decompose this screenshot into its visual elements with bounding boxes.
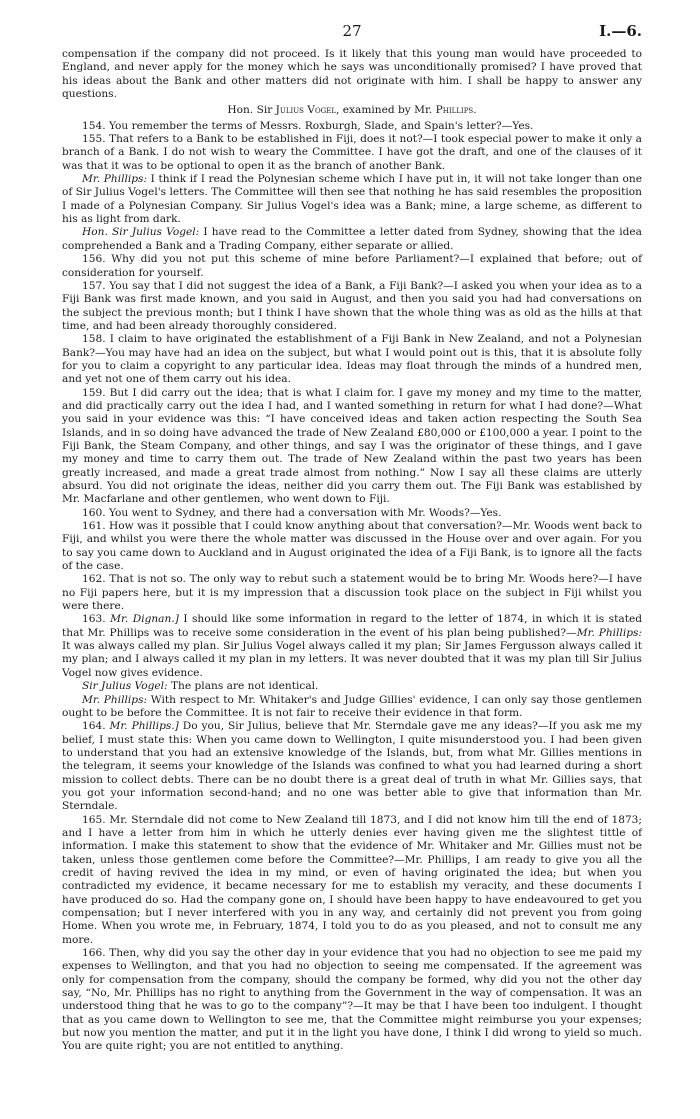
document-page — [62, 22, 642, 1054]
page-header — [62, 22, 642, 48]
page-body — [62, 48, 642, 1054]
question-155: 155. That refers to a Bank to be established in Fiji, does it not?—I took especial power to make it only a branch of a Bank. I do not wish to weary the Committee. I have got the draft, and one of the clauses of it was that it was to be optional to open it as the branch of another Bank. — [62, 133, 642, 172]
speaker-label: Mr. Dignan.] — [110, 613, 179, 626]
statement-vogel-1: Hon. Sir Julius Vogel: I have read to the Committee a letter dated from Sydney, showing that the idea comprehended a Bank and a Trading Company, either separate or allied. — [62, 226, 642, 252]
question-166: 166. Then, why did you say the other day in your evidence that you had no objection to see me paid my expenses to Wellington, and that you had no objection to seeing me compensated. If the agreement was only for compensation from the company, should the company be formed, why did you not the other day say, “No, Mr. Phillips has no right to anything from the Government in the way of compensation. It was an understood thing that he was to go to the company”?—It may be that I have been too indulgent. I thought that as you came down to Wellington to see me, that the Committee might reimburse you your expenses; but now you mention the matter, and put it in the light you have done, I think I did wrong to yield so much. You are quite right; you are not entitled to anything. — [62, 947, 642, 1053]
question-160: 160. You went to Sydney, and there had a conversation with Mr. Woods?—Yes. — [82, 506, 502, 519]
speaker-label: Mr. Phillips: — [82, 173, 148, 186]
statement-phillips-2: Mr. Phillips: With respect to Mr. Whitaker's and Judge Gillies' evidence, I can only say those gentlemen ought to be before the Committee. It is not fair to receive their evidence in that form. — [62, 693, 642, 719]
question-159: 159. But I did carry out the idea; that is what I claim for. I gave my money and my time to the matter, and did practically carry out the idea I had, and I wanted something in return for what I had done?—What you said in your evidence was this: “I have conceived ideas and taken action respecting the South Sea Islands, and in so doing have advanced the trade of New Zealand £80,000 or £100,000 a year. I point to the Fiji Bank, the Steam Company, and other things, and say I was the originator of these things, and I gave my money and time to carry them out. The trade of New Zealand within the past two years has been greatly increased, and made a great trade almost from nothing.” Now I say all these claims are utterly absurd. You did not originate the ideas, neither did you carry them out. The Fiji Bank was established by Mr. Macfarlane and other gentlemen, who went down to Fiji. — [62, 386, 642, 506]
witness-name: Julius Vogel — [275, 104, 337, 117]
question-154: 154. You remember the terms of Messrs. Roxburgh, Slade, and Spain's letter?—Yes. — [82, 119, 534, 132]
speaker-label: Mr. Phillips.] — [109, 720, 179, 733]
page-number: 27 — [342, 22, 362, 40]
document-reference: I.—6. — [599, 22, 642, 40]
speaker-label: Mr. Phillips: — [82, 693, 148, 706]
question-163: 163. Mr. Dignan.] I should like some information in regard to the letter of 1874, in which it is stated that Mr. Phillips was to receive some consideration in the event of his plan being published?—Mr. Phillips: It was always called my plan. Sir Julius Vogel always called it my plan; Sir James Fergusson always called it my plan; and I always called it my plan in my letters. It was never doubted that it was my plan till Sir Julius Vogel now gives evidence. — [62, 613, 642, 679]
examination-heading: Hon. Sir Julius Vogel, examined by Mr. Phillips. — [227, 104, 477, 117]
question-162: 162. That is not so. The only way to rebut such a statement would be to bring Mr. Woods here?—I have no Fiji papers here, but it is my impression that a discussion took place on the subject in Fiji whilst you were there. — [62, 573, 642, 613]
question-164: 164. Mr. Phillips.] Do you, Sir Julius, believe that Mr. Sterndale gave me any ideas?—If you ask me my belief, I must state this: When you came down to Wellington, I quite misunderstood you. I had been given to understand that you had an extensive knowledge of the Islands, but, from what Mr. Gillies mentions in the telegram, it seems your knowledge of the Islands was confined to what you had learned during a short mission to collect debts. There can be no doubt there is a great deal of truth in what Mr. Gillies says, that you got your information second-hand; and no one was better able to give that information than Mr. Sterndale. — [62, 720, 642, 813]
speaker-label: Mr. Phillips: — [576, 626, 642, 639]
opening-paragraph: compensation if the company did not proceed. Is it likely that this young man would have proceeded to England, and never apply for the money which he says was unconditionally promised? I have proved that his ideas about the Bank and other matters did not originate with him. I shall be happy to answer any questions. — [62, 48, 642, 101]
question-156: 156. Why did you not put this scheme of mine before Parliament?—I explained that before; out of consideration for yourself. — [62, 253, 642, 279]
statement-phillips-1: Mr. Phillips: I think if I read the Polynesian scheme which I have put in, it will not take longer than one of Sir Julius Vogel's letters. The Committee will then see that nothing he has said resembles the proposition I made of a Polynesian Company. Sir Julius Vogel's idea was a Bank; mine, a large scheme, as different to his as light from dark. — [62, 173, 642, 226]
statement-vogel-2: Sir Julius Vogel: The plans are not identical. — [82, 680, 319, 693]
question-157: 157. You say that I did not suggest the idea of a Bank, a Fiji Bank?—I asked you when your idea as to a Fiji Bank was first made known, and you said in August, and then you said you had had conversations on the subject the previous month; but I think I have shown that the whole thing was as old as the hills at that time, and had been already thoroughly considered. — [62, 279, 642, 332]
speaker-label: Sir Julius Vogel: — [82, 680, 168, 693]
speaker-label: Hon. Sir Julius Vogel: — [82, 226, 200, 239]
question-158: 158. I claim to have originated the establishment of a Fiji Bank in New Zealand, and not a Polynesian Bank?—You may have had an idea on the subject, but what I would point out is this, that it is absolute folly for you to claim a copyright to any particular idea. Ideas may float through the minds of a hundred men, and yet not one of them carry out his idea. — [62, 333, 642, 386]
question-161: 161. How was it possible that I could know anything about that conversation?—Mr. Woods went back to Fiji, and whilst you were there the whole matter was discussed in the House over and over again. For you to say you came down to Auckland and in August originated the idea of a Fiji Bank, is to ignore all the facts of the case. — [62, 520, 642, 573]
examiner-name: Phillips — [435, 104, 474, 117]
question-165: 165. Mr. Sterndale did not come to New Zealand till 1873, and I did not know him till the end of 1873; and I have a letter from him in which he utterly denies ever having given me the slightest tittle of information. I make this statement to show that the evidence of Mr. Whitaker and Mr. Gillies must not be taken, unless those gentlemen come before the Committee?—Mr. Phillips, I am ready to give you all the credit of having revived the idea in my mind, or even of having originated the idea; but when you contradicted my evidence, it became necessary for me to establish my veracity, and these documents I have produced do so. Had the company gone on, I should have been happy to have endeavoured to get you compensation; but I never interfered with you in any way, and certainly did not prevent you from going Home. When you wrote me, in February, 1874, I told you to do as you pleased, and not to consult me any more. — [62, 813, 642, 946]
